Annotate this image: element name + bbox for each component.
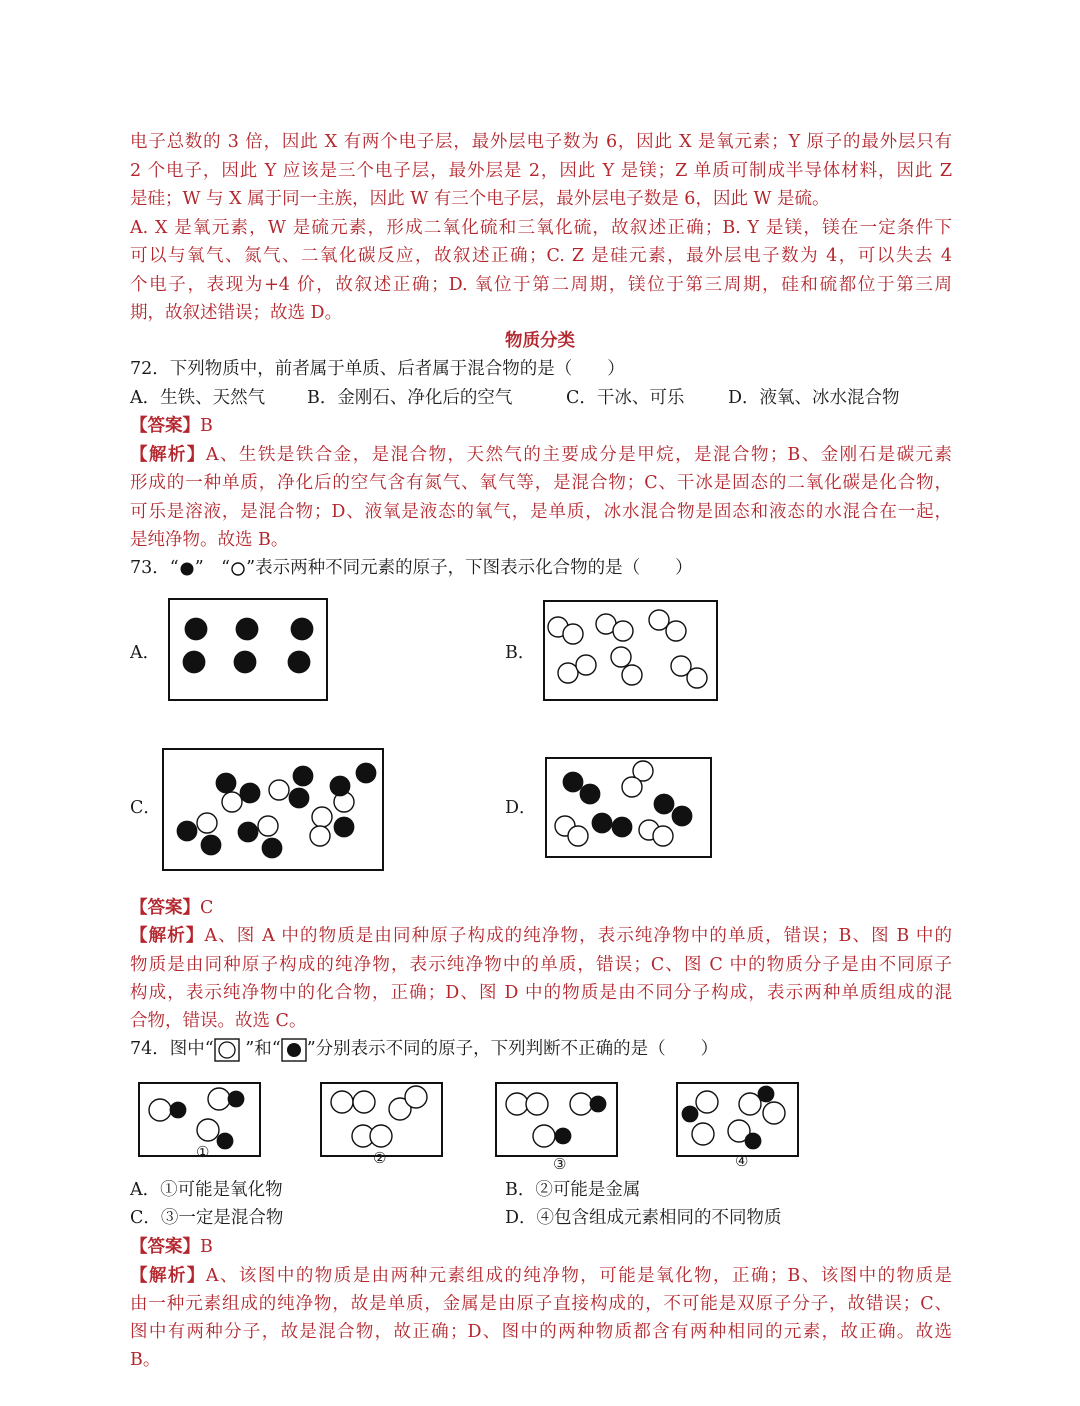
answer-label: 【答案】: [130, 416, 200, 436]
white-atom: [696, 1091, 718, 1113]
black-atom: [293, 766, 313, 786]
q73-answer: [130, 896, 952, 920]
q73-figure-d: [545, 757, 712, 858]
white-atom: [331, 1091, 353, 1113]
analysis-text: A、图 A 中的物质是由同种原子构成的纯净物，表示纯净物中的单质，错误；B、图 B 中的: [204, 926, 952, 946]
q73-stem: [130, 556, 952, 580]
black-atom: [236, 618, 258, 640]
q74-figure-2: [320, 1082, 443, 1157]
white-atom: [576, 655, 596, 675]
black-atom: [580, 784, 600, 804]
white-atom: [739, 1093, 761, 1115]
q72-option-a: A．生铁、天然气: [130, 388, 266, 408]
white-atom: [197, 1119, 219, 1141]
q72-option-d: D．液氧、冰水混合物: [728, 388, 900, 408]
white-atom: [208, 1088, 230, 1110]
black-atom: [228, 1091, 244, 1107]
white-atom: [611, 647, 631, 667]
analysis-label: 【解析】: [130, 445, 206, 465]
black-atom: [356, 763, 376, 783]
q74-option-b: B．②可能是金属: [505, 1180, 641, 1200]
white-atom: [222, 792, 242, 812]
black-atom: [555, 1128, 571, 1144]
q72-option-b: B．金刚石、净化后的空气: [307, 388, 513, 408]
white-atom: [613, 621, 633, 641]
q72-answer: [130, 414, 952, 438]
answer-label: 【答案】: [130, 898, 200, 918]
section-title: 物质分类: [505, 331, 575, 351]
white-atom: [149, 1099, 171, 1121]
white-atom: [692, 1123, 714, 1145]
q73-stem-mid: ” “: [194, 558, 231, 578]
white-atom: [197, 813, 217, 833]
black-atom: [758, 1086, 774, 1102]
white-circle-icon: [230, 561, 246, 577]
white-atom: [269, 780, 289, 800]
figure-frame: [169, 599, 327, 700]
black-atom: [185, 618, 207, 640]
q73-analysis-line: [130, 924, 952, 948]
q72-analysis-line: 可乐是溶液，是混合物；D、液氧是液态的氧气，是单质，冰水混合物是固态和液态的水混合在一起，: [130, 502, 952, 522]
q73-figure-label-b: B．: [505, 643, 536, 663]
q74-stem-prefix: 74．图中“: [130, 1039, 214, 1059]
white-atom: [563, 624, 583, 644]
black-atom: [672, 806, 692, 826]
black-atom: [240, 783, 260, 803]
white-atom: [570, 1093, 592, 1115]
q74-stem-suffix: ”分别表示不同的原子，下列判断不正确的是（ ）: [306, 1039, 719, 1059]
q74-figure-3: [495, 1082, 618, 1157]
explanation-line: 个电子，表现为+4 价，故叙述正确；D. 氧位于第二周期，镁位于第三周期，硅和硫都位于第三周: [130, 275, 952, 295]
black-atom: [334, 817, 354, 837]
answer-label: 【答案】: [130, 1237, 200, 1257]
q73-analysis-line: 合物，错误。故选 C。: [130, 1011, 307, 1031]
black-atom: [288, 651, 310, 673]
white-atom: [666, 621, 686, 641]
answer-value: C: [200, 898, 214, 918]
black-atom: [590, 1096, 606, 1112]
q74-figure-label-1: ①: [196, 1143, 210, 1161]
q74-figure-label-3: ③: [553, 1155, 567, 1173]
q73-figure-b: [543, 600, 718, 701]
white-atom: [622, 777, 642, 797]
white-atom: [353, 1091, 375, 1113]
q74-answer: [130, 1235, 952, 1259]
q73-stem-suffix: ”表示两种不同元素的原子，下图表示化合物的是（ ）: [246, 558, 693, 578]
white-atom: [687, 668, 707, 688]
black-atom: [238, 822, 258, 842]
black-atom: [654, 794, 674, 814]
white-atom: [763, 1102, 785, 1124]
white-atom: [370, 1125, 392, 1147]
q74-figure-label-4: ④: [735, 1152, 749, 1170]
explanation-line: 期，故叙述错误；故选 D。: [130, 303, 343, 323]
white-atom: [568, 826, 588, 846]
q74-figure-4: [676, 1082, 799, 1157]
q73-analysis-line: 物质是由同种原子构成的纯净物，表示纯净物中的单质，错误；C、图 C 中的物质分子是由不同原子: [130, 955, 952, 975]
white-atom: [653, 826, 673, 846]
black-circle-icon: [179, 561, 195, 577]
q74-option-a: A．①可能是氧化物: [130, 1180, 283, 1200]
explanation-line: 是硅；W 与 X 属于同一主族，因此 W 有三个电子层，最外层电子数是 6，因此 W 是硫。: [130, 189, 830, 209]
q73-stem-prefix: 73．“: [130, 558, 179, 578]
black-atom: [592, 813, 612, 833]
white-atom: [649, 610, 669, 630]
black-atom: [170, 1102, 186, 1118]
q74-analysis-line: B。: [130, 1350, 161, 1370]
black-atom: [262, 838, 282, 858]
white-atom: [310, 826, 330, 846]
black-atom: [330, 776, 350, 796]
q74-stem: [130, 1037, 952, 1061]
explanation-line: 2 个电子，因此 Y 应该是三个电子层，最外层是 2，因此 Y 是镁；Z 单质可制成半导体材料，因此 Z: [130, 161, 952, 181]
white-atom: [506, 1093, 528, 1115]
q73-figure-label-a: A．: [130, 643, 161, 663]
black-atom: [177, 821, 197, 841]
white-atom: [558, 663, 578, 683]
black-atom: [682, 1106, 698, 1122]
black-atom: [217, 1133, 233, 1149]
q73-figure-label-d: D．: [505, 798, 537, 818]
answer-value: B: [200, 416, 213, 436]
q74-analysis-line: [130, 1264, 952, 1288]
explanation-line: 电子总数的 3 倍，因此 X 有两个电子层，最外层电子数为 6，因此 X 是氧元素；Y 原子的最外层只有: [130, 132, 952, 152]
black-atom: [291, 618, 313, 640]
white-atom: [526, 1093, 548, 1115]
q74-analysis-line: 由一种元素组成的纯净物，故是单质，金属是由原子直接构成的，不可能是双原子分子，故错误；C、: [130, 1294, 952, 1314]
boxed-white-circle-icon: [214, 1038, 240, 1062]
boxed-black-circle-icon: [281, 1038, 307, 1062]
black-atom: [216, 773, 236, 793]
black-atom: [201, 835, 221, 855]
black-atom: [234, 651, 256, 673]
analysis-text: A、该图中的物质是由两种元素组成的纯净物，可能是氧化物，正确；B、该图中的物质是: [205, 1266, 952, 1286]
q73-figure-label-c: C．: [130, 798, 161, 818]
analysis-text: A、生铁是铁合金，是混合物，天然气的主要成分是甲烷，是混合物；B、金刚石是碳元素: [205, 445, 952, 465]
q73-figure-c: [162, 748, 384, 871]
black-atom: [612, 817, 632, 837]
explanation-line: A. X 是氧元素，W 是硫元素，形成二氧化硫和三氧化硫，故叙述正确；B. Y 是镁，镁在一定条件下: [130, 218, 952, 238]
white-atom: [622, 665, 642, 685]
white-atom: [533, 1125, 555, 1147]
q74-option-d: D．④包含组成元素相同的不同物质: [505, 1208, 782, 1228]
q72-analysis-line: 是纯净物。故选 B。: [130, 530, 289, 550]
q72-option-c: C．干冰、可乐: [566, 388, 685, 408]
explanation-line: 可以与氧气、氮气、二氧化碳反应，故叙述正确；C. Z 是硅元素，最外层电子数为 4，可以失去 4: [130, 246, 952, 266]
black-atom: [745, 1133, 761, 1149]
analysis-label: 【解析】: [130, 926, 205, 946]
q74-analysis-line: 图中有两种分子，故是混合物，故正确；D、图中的两种物质都含有两种相同的元素，故正确。故选: [130, 1322, 952, 1342]
white-atom: [258, 816, 278, 836]
black-atom: [289, 788, 309, 808]
black-atom: [183, 651, 205, 673]
q74-option-c: C．③一定是混合物: [130, 1208, 284, 1228]
q73-analysis-line: 构成，表示纯净物中的化合物，正确；D、图 D 中的物质是由不同分子构成，表示两种单质组成的混: [130, 983, 952, 1003]
q72-analysis-line: 形成的一种单质，净化后的空气含有氮气、氧气等，是混合物；C、干冰是固态的二氧化碳是化合物，: [130, 473, 952, 493]
analysis-label: 【解析】: [130, 1266, 206, 1286]
q72-stem: 72．下列物质中，前者属于单质、后者属于混合物的是（ ）: [130, 359, 625, 379]
q73-figure-a: [168, 598, 328, 701]
answer-value: B: [200, 1237, 213, 1257]
white-atom: [312, 807, 332, 827]
q74-figure-label-2: ②: [373, 1149, 387, 1167]
q74-stem-mid: ”和“: [239, 1039, 281, 1059]
white-atom: [405, 1086, 427, 1108]
black-atom: [563, 772, 583, 792]
q72-analysis-line: [130, 443, 952, 467]
